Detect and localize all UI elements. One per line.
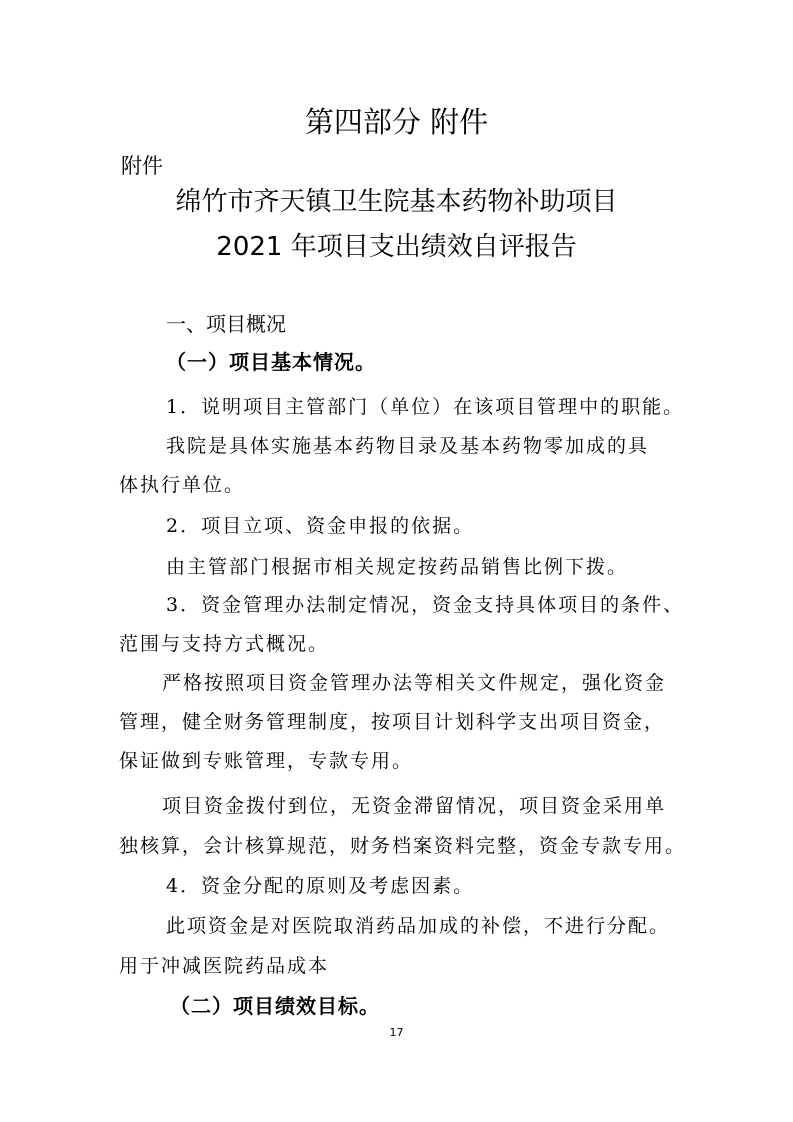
attachment-label: 附件 — [121, 154, 163, 178]
part-title: 第四部分 附件 — [304, 105, 489, 139]
paragraph-line: 由主管部门根据市相关规定按药品销售比例下拨。 — [166, 556, 629, 578]
report-title-line-1: 绵竹市齐天镇卫生院基本药物补助项目 — [175, 187, 618, 217]
paragraph-line: 项目资金拨付到位，无资金滞留情况，项目资金采用单 — [162, 795, 667, 817]
paragraph-line: 1．说明项目主管部门（单位）在该项目管理中的职能。 — [166, 396, 685, 418]
paragraph-line: 保证做到专账管理，专款专用。 — [119, 750, 414, 772]
subsection-heading: （二）项目绩效目标。 — [170, 994, 380, 1018]
paragraph-line: 2．项目立项、资金申报的依据。 — [166, 515, 475, 537]
paragraph-line: 用于冲减医院药品成本 — [119, 955, 330, 977]
paragraph-line: 独核算，会计核算规范，财务档案资料完整，资金专款专用。 — [119, 835, 687, 857]
paragraph-line: 严格按照项目资金管理办法等相关文件规定，强化资金 — [162, 672, 667, 694]
paragraph-line: 范围与支持方式概况。 — [119, 633, 330, 655]
paragraph-line: 管理，健全财务管理制度，按项目计划科学支出项目资金， — [119, 711, 666, 733]
page-number: 17 — [389, 1026, 404, 1039]
report-title-line-2: 2021 年项目支出绩效自评报告 — [216, 232, 577, 262]
paragraph-line: 3．资金管理办法制定情况，资金支持具体项目的条件、 — [166, 594, 685, 616]
subsection-heading: （一）项目基本情况。 — [166, 350, 376, 374]
section-heading: 一、项目概况 — [166, 312, 286, 336]
paragraph-line: 体执行单位。 — [119, 474, 246, 496]
paragraph-line: 我院是具体实施基本药物目录及基本药物零加成的具 — [166, 435, 650, 457]
paragraph-line: 此项资金是对医院取消药品加成的补偿，不进行分配。 — [166, 915, 671, 937]
paragraph-line: 4．资金分配的原则及考虑因素。 — [166, 875, 475, 897]
